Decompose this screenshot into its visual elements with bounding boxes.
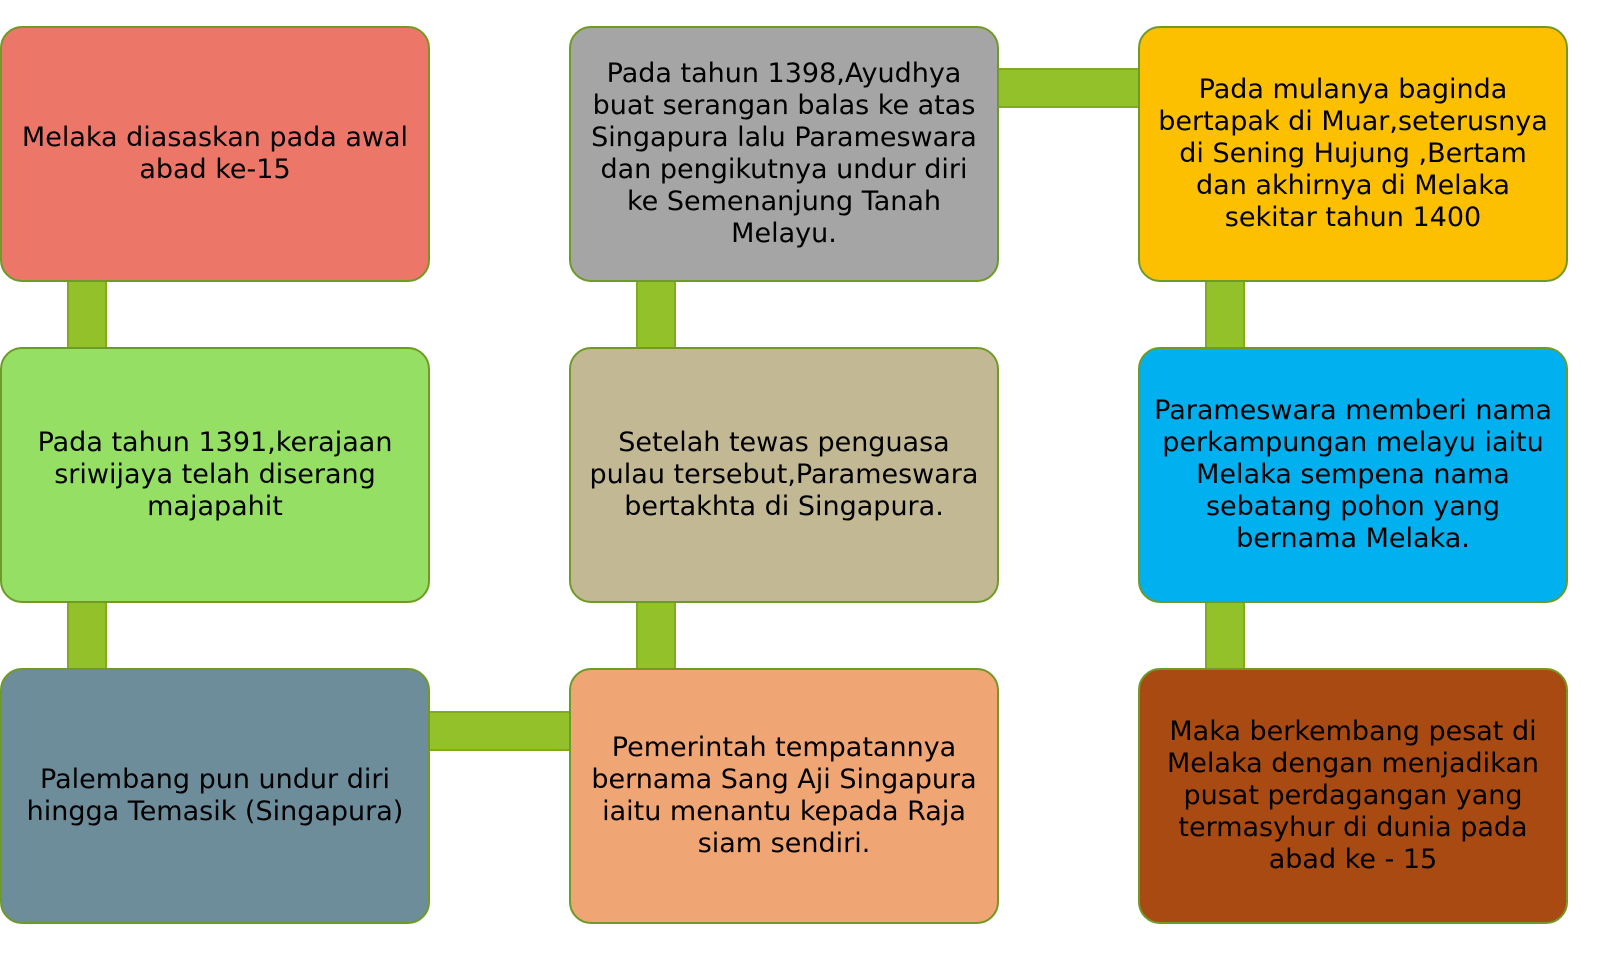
box-7-muar-1400 [1138, 26, 1568, 282]
box-3-text: Palembang pun undur diri hingga Temasik (Singapura) [26, 764, 404, 827]
box-6-ayudhya-1398 [569, 26, 999, 282]
box-2-attack-1391 [0, 347, 430, 603]
box-1-founding [0, 26, 430, 282]
connector-box-8-to-box-9 [1205, 600, 1245, 672]
box-5-reign-singapura [569, 347, 999, 603]
box-3-palembang [0, 668, 430, 924]
box-4-local-ruler [569, 668, 999, 924]
connector-box-5-to-box-6 [636, 278, 676, 352]
connector-box-4-to-box-5 [636, 600, 676, 672]
box-8-text: Parameswara memberi nama perkampungan melayu iaitu Melaka sempena nama sebatang pohon yang bernama Melaka. [1154, 395, 1552, 554]
box-1-text: Melaka diasaskan pada awal abad ke-15 [21, 122, 409, 185]
box-5-text: Setelah tewas penguasa pulau tersebut,Parameswara bertakhta di Singapura. [589, 427, 979, 522]
connector-box-1-to-box-2 [67, 278, 107, 352]
connector-box-7-to-box-8 [1205, 278, 1245, 352]
box-2-text: Pada tahun 1391,kerajaan sriwijaya telah diserang majapahit [37, 427, 393, 522]
box-4-text: Pemerintah tempatannya bernama Sang Aji Singapura iaitu menantu kepada Raja siam sendiri. [591, 732, 977, 859]
box-6-text: Pada tahun 1398,Ayudhya buat serangan balas ke atas Singapura lalu Parameswara dan pengikutnya undur diri ke Semenanjung Tanah Melayu. [591, 58, 977, 249]
box-8-naming-melaka [1138, 347, 1568, 603]
connector-box-3-to-box-4 [426, 711, 574, 751]
connector-box-6-to-box-7 [995, 68, 1143, 108]
box-9-text: Maka berkembang pesat di Melaka dengan menjadikan pusat perdagangan yang termasyhur di dunia pada abad ke - 15 [1166, 716, 1539, 875]
box-9-trade-center [1138, 668, 1568, 924]
box-7-text: Pada mulanya baginda bertapak di Muar,seterusnya di Sening Hujung ,Bertam dan akhirnya di Melaka sekitar tahun 1400 [1158, 74, 1548, 233]
connector-box-2-to-box-3 [67, 600, 107, 672]
